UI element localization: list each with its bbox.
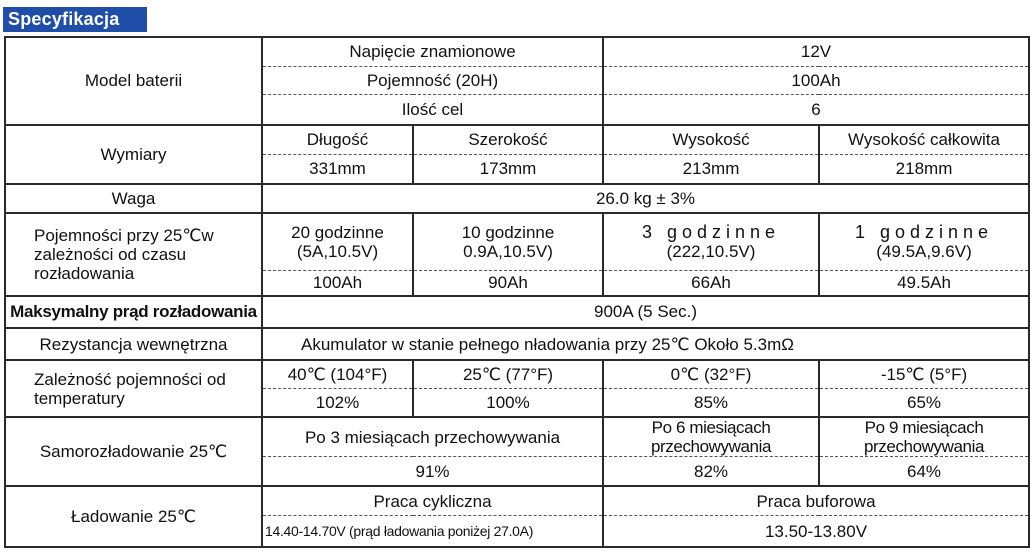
capacity-value: 66Ah	[603, 270, 819, 295]
table-row	[5, 296, 1029, 328]
self-discharge-value: 82%	[603, 457, 819, 486]
capacity-value: 49.5Ah	[819, 270, 1029, 295]
model-label: Model baterii	[5, 37, 262, 125]
capacity-rate-hours: 1 godzinne	[854, 221, 994, 242]
dimension-header: Szerokość	[413, 125, 603, 154]
capacity-rate	[819, 213, 1029, 271]
self-discharge-period: Po 6 miesiącach przechowywania	[603, 417, 819, 457]
weight-label: Waga	[5, 184, 262, 213]
resistance-value: Akumulator w stanie pełnego nładowania przy 25℃ Około 5.3mΩ	[262, 328, 1029, 360]
self-discharge-value: 64%	[819, 457, 1029, 486]
temperature-condition: -15℃ (5°F)	[819, 360, 1029, 388]
model-param-value: 12V	[603, 37, 1029, 66]
dimension-value: 213mm	[603, 154, 819, 183]
capacity-rate-hours: 3 godzinne	[641, 221, 781, 242]
table-row	[5, 184, 1029, 213]
dimension-header: Wysokość	[603, 125, 819, 154]
temperature-value: 85%	[603, 389, 819, 417]
resistance-label: Rezystancja wewnętrzna	[5, 328, 262, 360]
capacity-value: 90Ah	[413, 270, 603, 295]
temperature-condition: 25℃ (77°F)	[413, 360, 603, 388]
temperature-value: 65%	[819, 389, 1029, 417]
table-row	[5, 213, 1029, 271]
self-discharge-label: Samorozładowanie 25℃	[5, 417, 262, 486]
spec-table	[4, 36, 1030, 548]
charging-mode: Praca buforowa	[603, 486, 1029, 515]
model-param-value: 100Ah	[603, 66, 1029, 94]
dimension-header: Wysokość całkowita	[819, 125, 1029, 154]
charging-mode: Praca cykliczna	[262, 486, 603, 515]
capacity-rate-conditions: (5A,10.5V)	[296, 241, 379, 261]
dimension-value: 173mm	[413, 154, 603, 183]
capacity-value: 100Ah	[262, 270, 413, 295]
table-row	[5, 417, 1029, 457]
capacity-rate-hours: 20 godzinne	[291, 222, 384, 242]
capacity-rate-conditions: 0.9A,10.5V)	[463, 241, 553, 261]
table-row	[5, 37, 1029, 66]
capacity-rate	[603, 213, 819, 271]
capacity-rate-conditions: (222,10.5V)	[666, 241, 756, 261]
model-param-name: Ilość cel	[262, 95, 603, 125]
self-discharge-period: Po 3 miesiącach przechowywania	[262, 417, 603, 457]
capacity-rate-hours: 10 godzinne	[461, 222, 555, 242]
table-row	[5, 486, 1029, 515]
capacity-label: Pojemności przy 25℃w zależności od czasu rozładowania	[5, 213, 262, 296]
dimension-value: 218mm	[819, 154, 1029, 183]
table-row	[5, 360, 1029, 388]
temperature-value: 102%	[262, 389, 413, 417]
capacity-rate	[413, 213, 603, 271]
weight-value: 26.0 kg ± 3%	[262, 184, 1029, 213]
max-discharge-label: Maksymalny prąd rozładowania	[5, 296, 262, 328]
temperature-condition: 40℃ (104°F)	[262, 360, 413, 388]
model-param-value: 6	[603, 95, 1029, 125]
temperature-value: 100%	[413, 389, 603, 417]
dimension-value: 331mm	[262, 154, 413, 183]
self-discharge-value: 91%	[262, 457, 603, 486]
dimension-header: Długość	[262, 125, 413, 154]
table-row	[5, 125, 1029, 154]
temperature-label: Zależność pojemności od temperatury	[5, 360, 262, 417]
charging-value: 14.40-14.70V (prąd ładowania poniżej 27.0A)	[262, 516, 603, 547]
charging-value: 13.50-13.80V	[603, 516, 1029, 547]
capacity-rate-conditions: (49.5A,9.6V)	[876, 241, 972, 261]
page-title: Specyfikacja	[3, 7, 147, 32]
self-discharge-period: Po 9 miesiącach przechowywania	[819, 417, 1029, 457]
model-param-name: Pojemność (20H)	[262, 66, 603, 94]
max-discharge-value: 900A (5 Sec.)	[262, 296, 1029, 328]
temperature-condition: 0℃ (32°F)	[603, 360, 819, 388]
model-param-name: Napięcie znamionowe	[262, 37, 603, 66]
dimensions-label: Wymiary	[5, 125, 262, 184]
capacity-rate	[262, 213, 413, 271]
table-row	[5, 328, 1029, 360]
charging-label: Ładowanie 25℃	[5, 486, 262, 547]
